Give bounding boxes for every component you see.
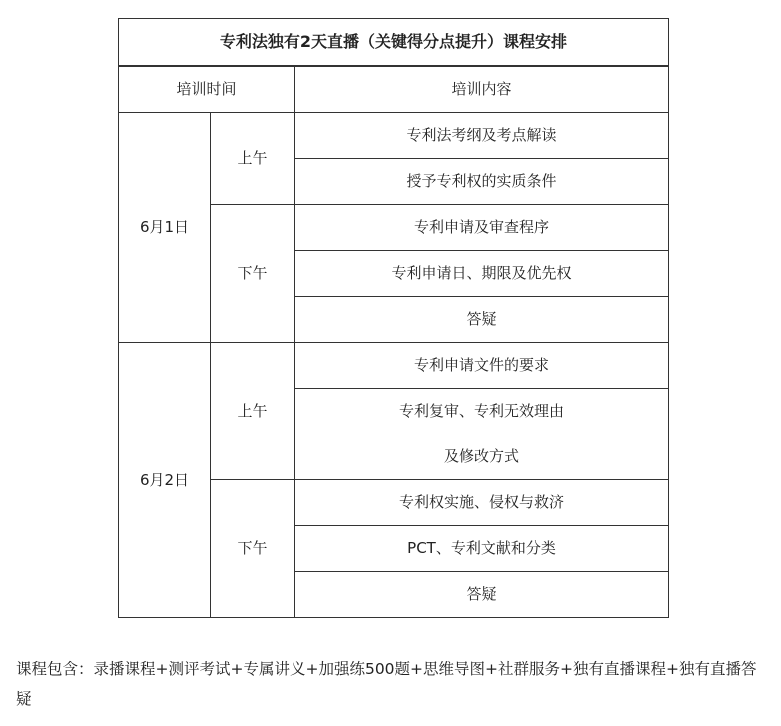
table-header-row <box>119 66 669 113</box>
day-1-afternoon-item: 专利申请及审查程序 <box>295 205 669 251</box>
day-1-date: 6月1日 <box>119 113 211 343</box>
table-row <box>119 343 669 389</box>
day-1-afternoon-item: 专利申请日、期限及优先权 <box>295 251 669 297</box>
day-2-morning-item-multiline <box>295 389 669 480</box>
course-includes-text: 课程包含：录播课程+测评考试+专属讲义+加强练500题+思维导图+社群服务+独有直播课程+独有直播答疑 <box>16 660 757 708</box>
day-2-afternoon-label: 下午 <box>211 480 295 618</box>
day-1-morning-item: 专利法考纲及考点解读 <box>295 113 669 159</box>
day-2-afternoon-item: 答疑 <box>295 572 669 618</box>
course-schedule-table <box>118 18 669 618</box>
day-1-afternoon-label: 下午 <box>211 205 295 343</box>
day-2-morning-label: 上午 <box>211 343 295 480</box>
day-1-afternoon-item: 答疑 <box>295 297 669 343</box>
header-training-time: 培训时间 <box>119 66 295 113</box>
day-2-afternoon-item: 专利权实施、侵权与救济 <box>295 480 669 526</box>
day-2-date: 6月2日 <box>119 343 211 618</box>
day-2-morning-item-line-1: 专利复审、专利无效理由 <box>398 402 564 420</box>
table-row <box>119 113 669 159</box>
header-training-content: 培训内容 <box>295 66 669 113</box>
day-2-morning-item: 专利申请文件的要求 <box>295 343 669 389</box>
day-1-morning-item: 授予专利权的实质条件 <box>295 159 669 205</box>
day-1-morning-label: 上午 <box>211 113 295 205</box>
table-title-row <box>119 19 669 67</box>
table-title: 专利法独有2天直播（关键得分点提升）课程安排 <box>119 19 669 67</box>
day-2-afternoon-item: PCT、专利文献和分类 <box>295 526 669 572</box>
day-2-morning-item-line-2: 及修改方式 <box>443 447 519 465</box>
